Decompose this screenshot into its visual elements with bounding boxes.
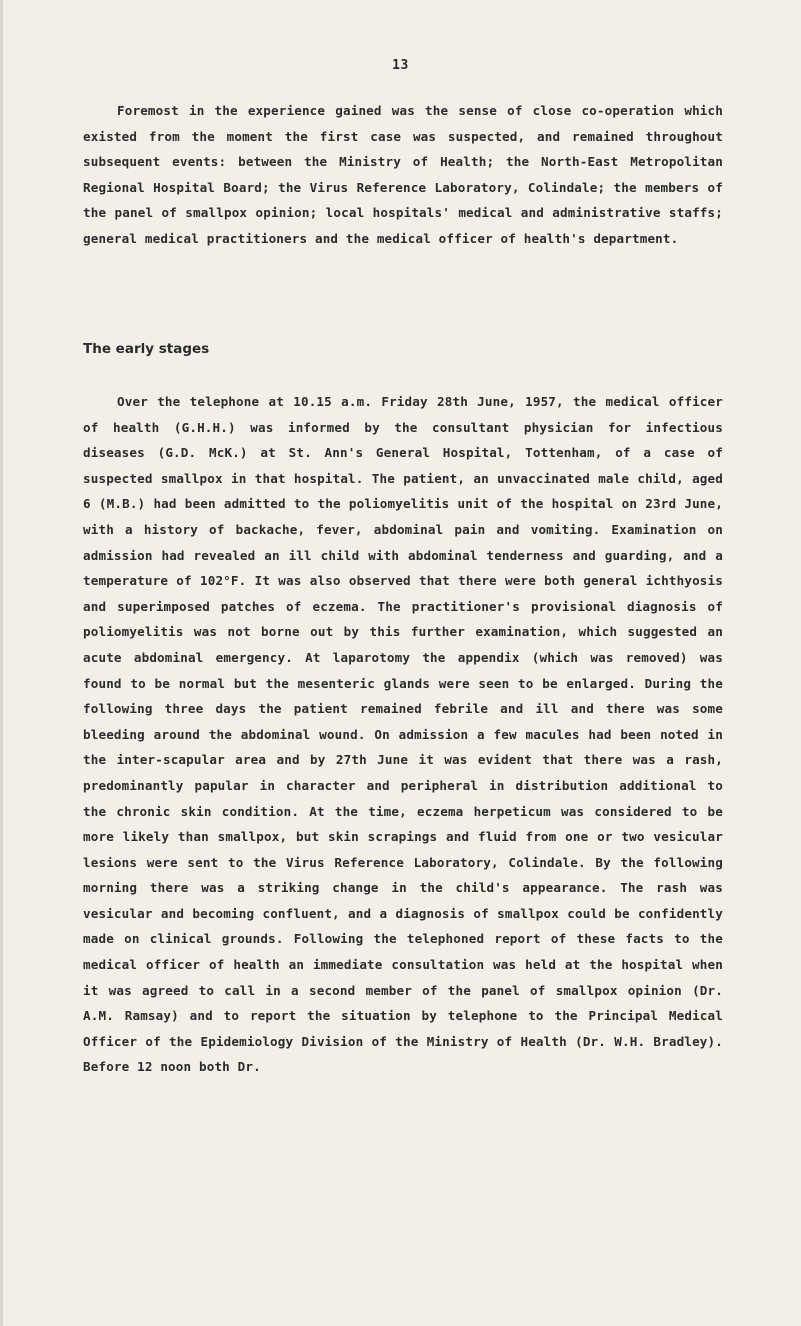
- page-edge: [0, 0, 3, 1326]
- body-paragraph: Over the telephone at 10.15 a.m. Friday 28th June, 1957, the medical officer of health (G.H.H.) was informed by the consultant physician for infectious diseases (G.D. McK.) at St. Ann's General Hospital, Tottenham, of a case of suspected smallpox in that hospital. The patient, an unvaccinated male child, aged 6 (M.B.) had been admitted to the poliomyelitis unit of the hospital on 23rd June, with a history of backache, fever, abdominal pain and vomiting. Examination on admission had revealed an ill child with abdominal tenderness and guarding, and a temperature of 102°F. It was also observed that there were both general ichthyosis and superimposed patches of eczema. The practitioner's provisional diagnosis of poliomyelitis was not borne out by this further examination, which suggested an acute abdominal emergency. At laparotomy the appendix (which was removed) was found to be normal but the mesenteric glands were seen to be enlarged. During the following three days the patient remained febrile and ill and there was some bleeding around the abdominal wound. On admission a few macules had been noted in the inter-scapular area and by 27th June it was evident that there was a rash, predominantly papular in character and peripheral in distribution additional to the chronic skin condition. At the time, eczema herpeticum was considered to be more likely than smallpox, but skin scrapings and fluid from one or two vesicular lesions were sent to the Virus Reference Laboratory, Colindale. By the following morning there was a striking change in the child's appearance. The rash was vesicular and becoming confluent, and a diagnosis of smallpox could be confidently made on clinical grounds. Following the telephoned report of these facts to the medical officer of health an immediate consultation was held at the hospital when it was agreed to call in a second member of the panel of smallpox opinion (Dr. A.M. Ramsay) and to report the situation by telephone to the Principal Medical Officer of the Epidemiology Division of the Ministry of Health (Dr. W.H. Bradley). Before 12 noon both Dr.: [83, 394, 723, 1075]
- body-paragraph-block: [83, 389, 723, 1080]
- page-number: 13: [392, 58, 409, 73]
- section-heading: The early stages: [83, 341, 210, 357]
- intro-paragraph: Foremost in the experience gained was the sense of close co-operation which existed from the moment the first case was suspected, and remained throughout subsequent events: between the Ministry of Health; the North-East Metropolitan Regional Hospital Board; the Virus Reference Laboratory, Colindale; the members of the panel of smallpox opinion; local hospitals' medical and administrative staffs; general medical practitioners and the medical officer of health's department.: [83, 103, 723, 246]
- intro-paragraph-block: [83, 98, 723, 252]
